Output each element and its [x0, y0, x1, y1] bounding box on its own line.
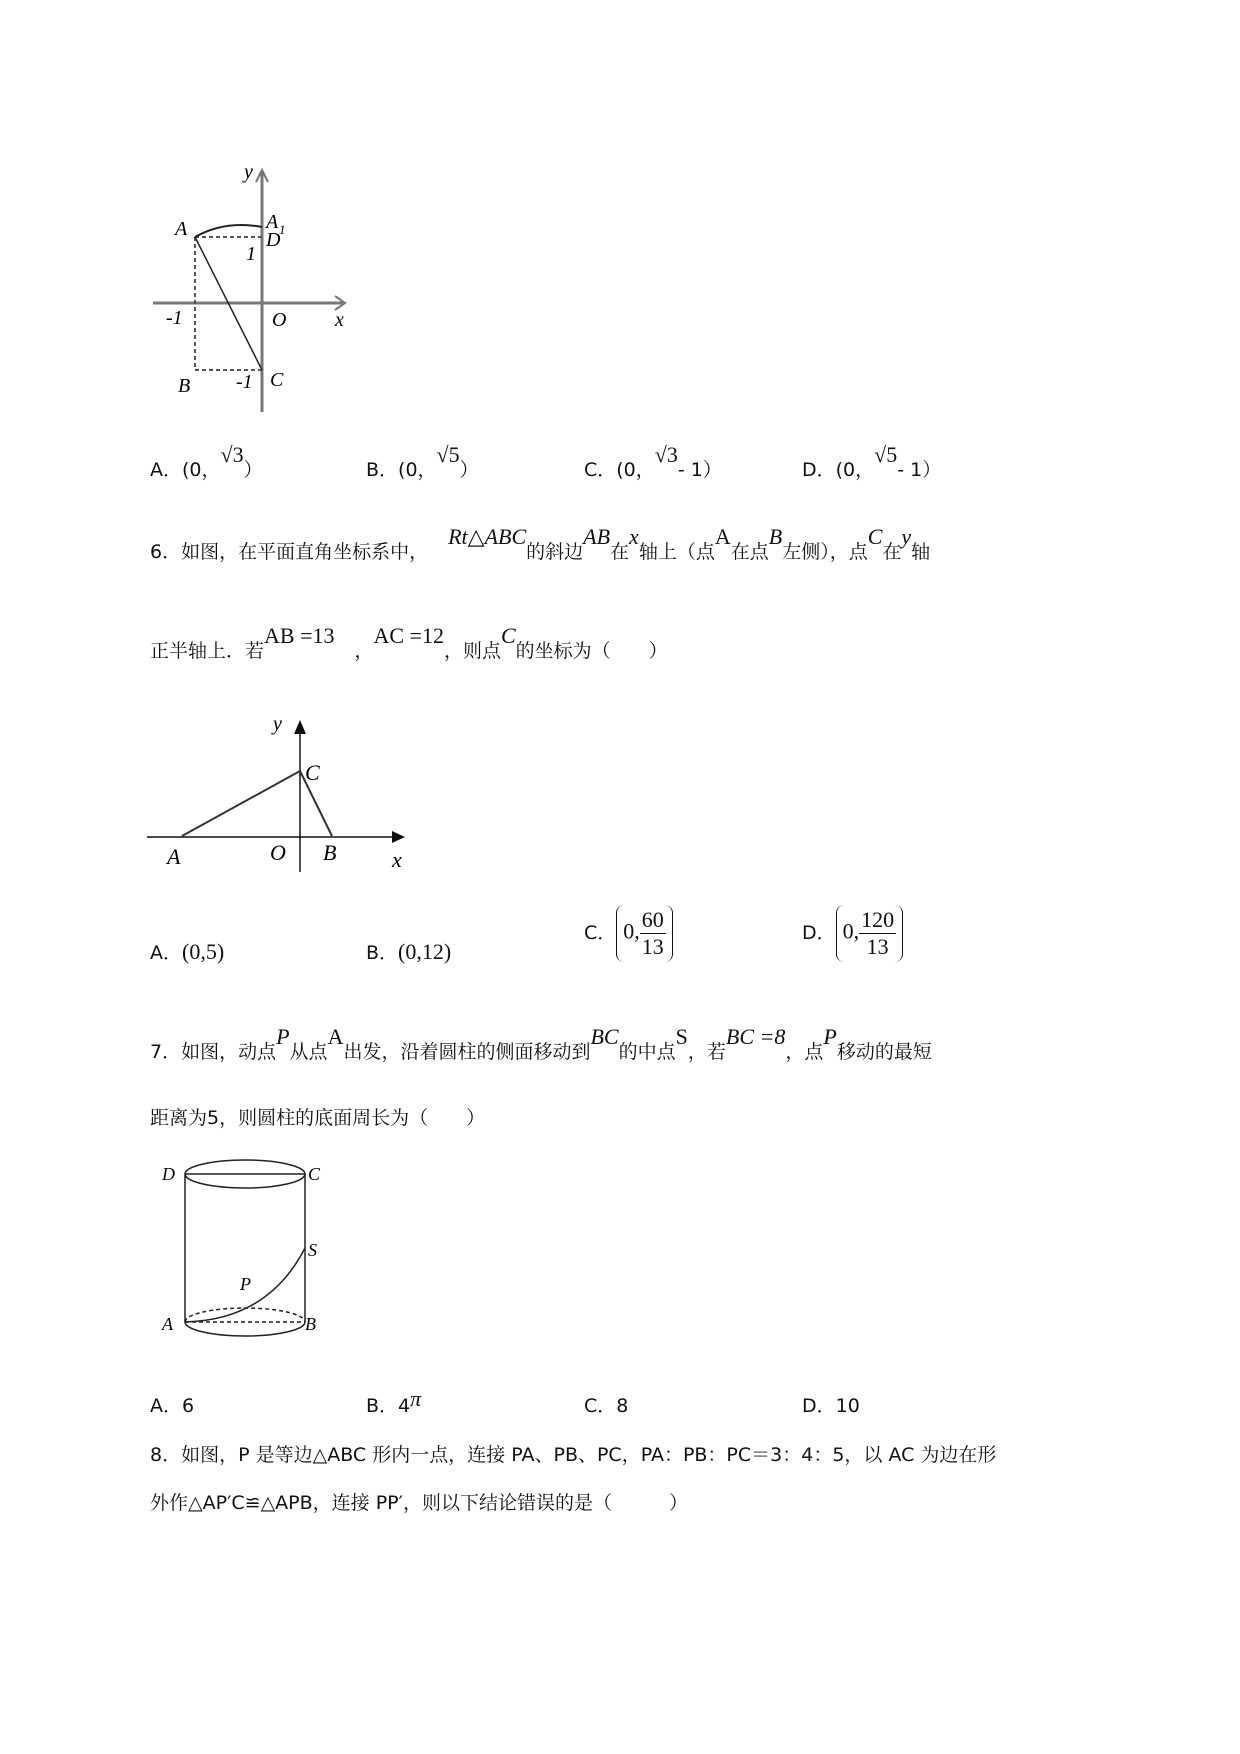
- math: P: [276, 1024, 290, 1049]
- option-tail: - 1）: [677, 459, 722, 481]
- option-label: A．(0，: [150, 459, 221, 481]
- math: C: [500, 623, 516, 648]
- option-label: D．: [802, 922, 836, 944]
- svg-text:P: P: [240, 1274, 251, 1294]
- option-a[interactable]: [150, 938, 224, 965]
- q6-line2: [150, 623, 668, 663]
- option-d[interactable]: D．(0，√5- 1）: [802, 442, 942, 481]
- math: P: [823, 1024, 837, 1049]
- option-label: D．(0，: [802, 459, 875, 481]
- math: x: [629, 524, 639, 549]
- q6-text: 的坐标为（ ）: [515, 640, 668, 662]
- option-b[interactable]: [366, 938, 451, 965]
- math: y: [901, 524, 912, 549]
- q6-line1: [150, 524, 931, 564]
- svg-text:A: A: [162, 1314, 173, 1334]
- q6-text: ，则点: [443, 640, 501, 662]
- option-b[interactable]: [366, 1386, 422, 1418]
- figure-cylinder: [158, 1150, 328, 1340]
- pi-symbol: π: [410, 1386, 422, 1411]
- radicand: 3: [666, 442, 678, 467]
- option-label: A．: [150, 942, 182, 964]
- q7-text: 从点: [289, 1041, 328, 1063]
- svg-text:y: y: [273, 713, 282, 735]
- q8-line2: 外作△AP′C≌△APB，连接 PP′，则以下结论错误的是（ ）: [150, 1492, 688, 1514]
- svg-text:x: x: [392, 847, 402, 872]
- option-c[interactable]: [584, 905, 673, 962]
- svg-text:B: B: [305, 1314, 316, 1334]
- q6-text: 在: [610, 541, 630, 563]
- q7-line1: [150, 1024, 932, 1064]
- option-d[interactable]: D．10: [802, 1395, 860, 1417]
- svg-text:S: S: [308, 1240, 317, 1260]
- option-value: 0,: [842, 918, 860, 944]
- svg-text:B: B: [323, 840, 337, 865]
- math: AB: [583, 524, 611, 549]
- math: A: [327, 1024, 344, 1049]
- svg-text:D: D: [266, 229, 281, 251]
- math: C: [867, 524, 883, 549]
- option-a[interactable]: A．(0，√3）: [150, 442, 263, 481]
- svg-text:C: C: [270, 369, 284, 391]
- q7-text: 的中点: [618, 1041, 676, 1063]
- math: B: [768, 524, 783, 549]
- figure-rotation-coordinate: [150, 160, 360, 415]
- math: BC =8: [725, 1024, 786, 1049]
- numerator: 120: [861, 907, 895, 932]
- q7-text: 出发，沿着圆柱的侧面移动到: [343, 1041, 591, 1063]
- option-c[interactable]: C．8: [584, 1395, 629, 1417]
- svg-text:A: A: [167, 844, 181, 869]
- q7-text: ，若: [687, 1041, 726, 1063]
- figure-right-triangle: [147, 712, 412, 877]
- q6-text: 正半轴上．若: [150, 640, 265, 662]
- radicand: 5: [886, 442, 898, 467]
- q6-text: 在: [882, 541, 902, 563]
- math: Rt△ABC: [448, 524, 527, 549]
- math: AC =12: [373, 623, 444, 648]
- numerator: 60: [641, 907, 664, 932]
- q7-text: ，点: [785, 1041, 824, 1063]
- option-b[interactable]: B．(0，√5）: [366, 442, 479, 481]
- option-d[interactable]: [802, 905, 903, 962]
- option-label: B．4: [366, 1395, 411, 1417]
- svg-text:A: A: [266, 211, 279, 233]
- svg-text:1: 1: [246, 243, 256, 265]
- q7-line2: 距离为5，则圆柱的底面周长为（ ）: [150, 1107, 486, 1129]
- svg-text:1: 1: [279, 222, 286, 237]
- option-tail: - 1）: [897, 459, 942, 481]
- option-a[interactable]: A．6: [150, 1395, 195, 1417]
- math: AB =13: [264, 623, 335, 648]
- svg-text:O: O: [270, 840, 286, 865]
- svg-text:-1: -1: [166, 307, 183, 329]
- q6-text: 轴上（点: [638, 541, 715, 563]
- q7-text: 移动的最短: [836, 1041, 932, 1063]
- option-value: (0,5): [182, 939, 225, 964]
- q6-text: 轴: [911, 541, 931, 563]
- svg-text:O: O: [272, 309, 287, 331]
- radicand: 3: [232, 442, 244, 467]
- option-tail: ）: [459, 459, 479, 481]
- option-tail: ）: [243, 459, 263, 481]
- denominator: 13: [641, 934, 664, 959]
- option-label: B．(0，: [366, 459, 437, 481]
- q8-line1: 8．如图，P 是等边△ABC 形内一点，连接 PA、PB、PC，PA：PB：PC＝3：4：5，以 AC 为边在形: [150, 1444, 997, 1466]
- option-label: C．: [584, 922, 617, 944]
- option-c[interactable]: C．(0，√3- 1）: [584, 442, 722, 481]
- svg-text:C: C: [308, 1164, 321, 1184]
- option-label: B．: [366, 942, 399, 964]
- q6-text: ，: [354, 640, 374, 662]
- svg-text:y: y: [244, 161, 253, 183]
- q6-text: 左侧），点: [782, 541, 868, 563]
- q6-text: 在点: [730, 541, 769, 563]
- radicand: 5: [448, 442, 460, 467]
- q6-text: 的斜边: [526, 541, 584, 563]
- math: BC: [590, 1024, 619, 1049]
- svg-text:D: D: [162, 1164, 175, 1184]
- svg-text:C: C: [305, 760, 320, 785]
- denominator: 13: [866, 934, 889, 959]
- svg-text:B: B: [178, 375, 191, 397]
- math: S: [675, 1024, 688, 1049]
- math: A: [714, 524, 731, 549]
- option-value: 0,: [623, 918, 640, 944]
- option-label: C．(0，: [584, 459, 655, 481]
- option-value: (0,12): [398, 939, 452, 964]
- svg-text:x: x: [335, 309, 344, 331]
- svg-text:A: A: [175, 218, 188, 240]
- q7-text: 7．如图，动点: [150, 1041, 277, 1063]
- q6-text: 6．如图，在平面直角坐标系中，: [150, 541, 429, 563]
- svg-text:-1: -1: [236, 371, 253, 393]
